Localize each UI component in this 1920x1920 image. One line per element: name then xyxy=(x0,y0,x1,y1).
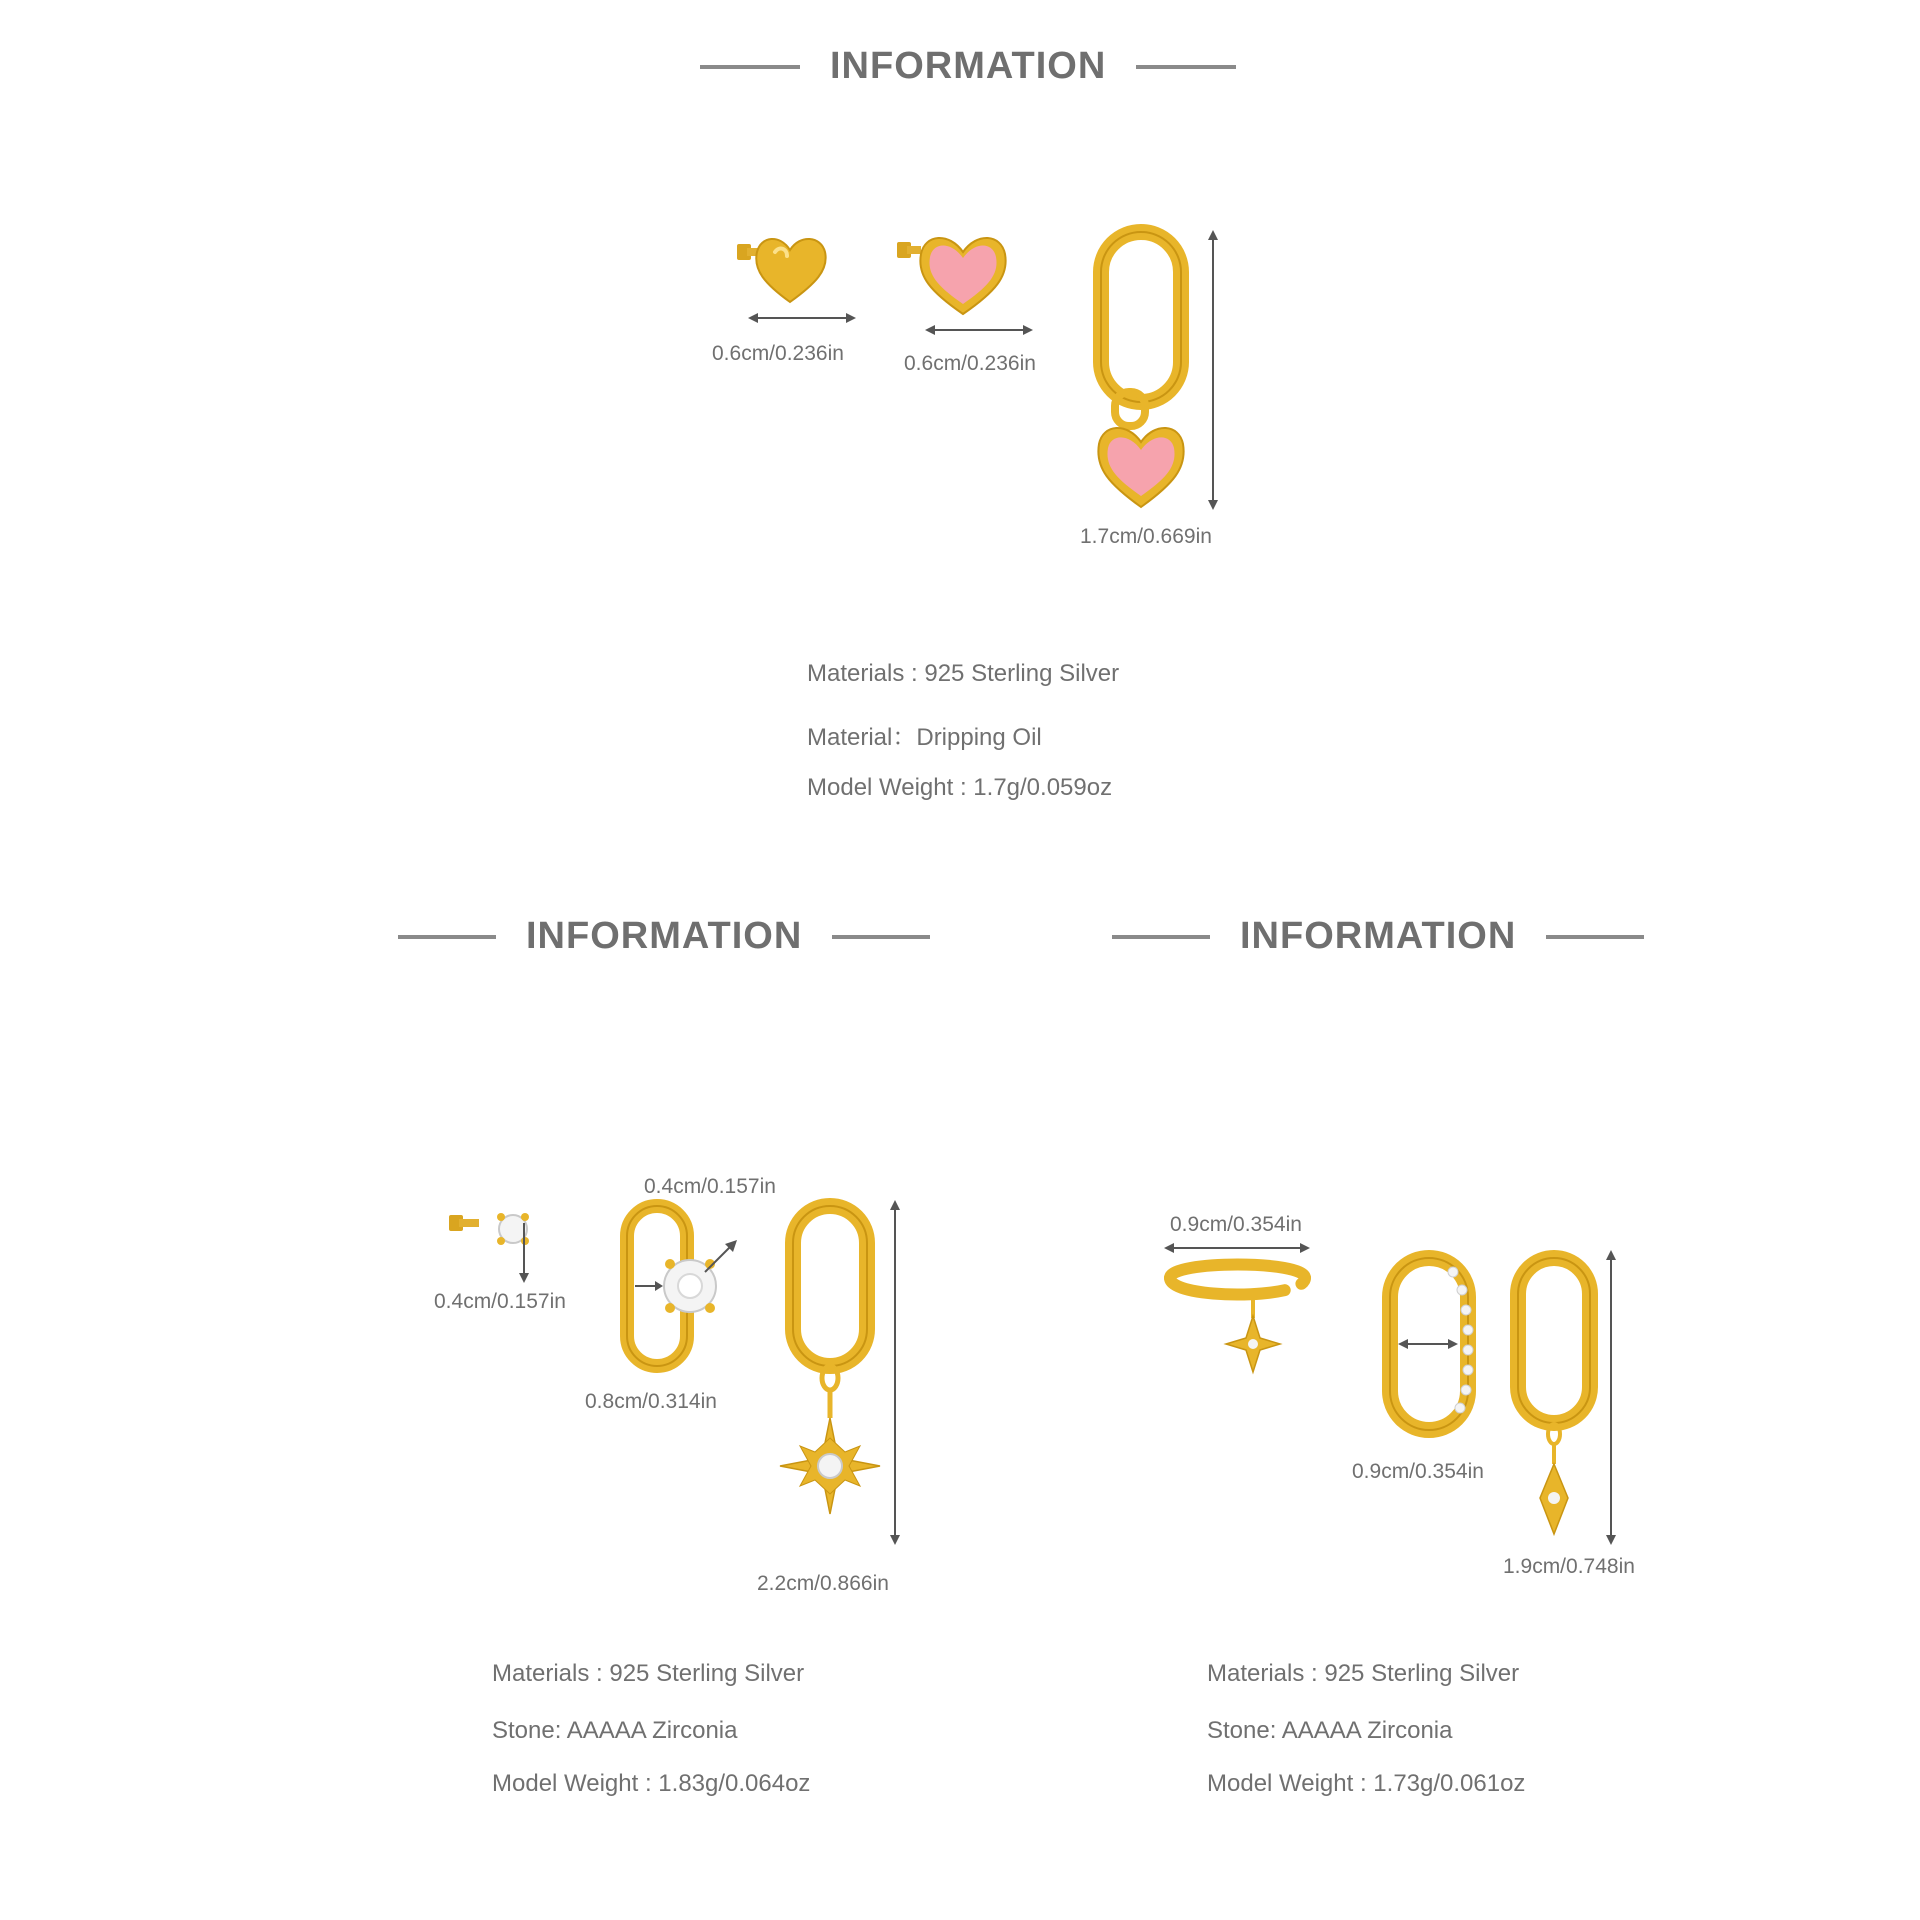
diamond-drop-hoop-image xyxy=(1510,1250,1610,1545)
zirconia-stud-image xyxy=(445,1195,555,1285)
pink-heart-hoop-image xyxy=(1085,222,1205,512)
dimension-label: 1.9cm/0.748in xyxy=(1503,1555,1635,1578)
right-heading xyxy=(1112,915,1644,958)
dimension-arrow xyxy=(1205,230,1221,510)
dimension-label: 0.9cm/0.354in xyxy=(1170,1213,1302,1236)
spec-stone: Stone: AAAAA Zirconia xyxy=(492,1717,738,1744)
spec-weight: Model Weight : 1.73g/0.061oz xyxy=(1207,1770,1526,1797)
dimension-arrow xyxy=(925,322,1035,338)
spec-stone: Stone: AAAAA Zirconia xyxy=(1207,1717,1453,1744)
dimension-label: 0.8cm/0.314in xyxy=(585,1390,717,1413)
heading-rule-left xyxy=(398,935,496,939)
gold-heart-stud-image xyxy=(735,222,855,312)
heading-title: INFORMATION xyxy=(830,45,1107,87)
heading-title: INFORMATION xyxy=(526,915,803,957)
top-heading xyxy=(700,45,1236,88)
dimension-label: 0.4cm/0.157in xyxy=(434,1290,566,1313)
spec-weight: Model Weight : 1.83g/0.064oz xyxy=(492,1770,811,1797)
ear-cuff-image xyxy=(1150,1238,1330,1398)
spec-material: Material：Dripping Oil xyxy=(807,724,1042,751)
heading-rule-right xyxy=(1136,65,1236,69)
dimension-label: 0.9cm/0.354in xyxy=(1352,1460,1484,1483)
heading-rule-right xyxy=(1546,935,1644,939)
heading-title: INFORMATION xyxy=(1240,915,1517,957)
spec-materials: Materials : 925 Sterling Silver xyxy=(807,660,1120,687)
dimension-label: 0.4cm/0.157in xyxy=(644,1175,776,1198)
pave-hoop-image xyxy=(1378,1250,1498,1440)
dimension-label: 0.6cm/0.236in xyxy=(712,342,844,365)
heading-rule-right xyxy=(832,935,930,939)
heading-rule-left xyxy=(700,65,800,69)
star-hoop-image xyxy=(765,1200,895,1545)
left-heading xyxy=(398,915,930,958)
dimension-label: 1.7cm/0.669in xyxy=(1080,525,1212,548)
dimension-label: 2.2cm/0.866in xyxy=(757,1572,889,1595)
dimension-arrow xyxy=(1603,1250,1619,1545)
spec-weight: Model Weight : 1.7g/0.059oz xyxy=(807,774,1113,801)
dimension-arrow xyxy=(887,1200,903,1545)
dimension-label: 0.6cm/0.236in xyxy=(904,352,1036,375)
heading-rule-left xyxy=(1112,935,1210,939)
dimension-arrow xyxy=(748,310,858,326)
spec-materials: Materials : 925 Sterling Silver xyxy=(1207,1660,1520,1687)
huggie-zirconia-image xyxy=(615,1200,745,1380)
pink-heart-stud-image xyxy=(895,222,1025,322)
spec-materials: Materials : 925 Sterling Silver xyxy=(492,1660,805,1687)
